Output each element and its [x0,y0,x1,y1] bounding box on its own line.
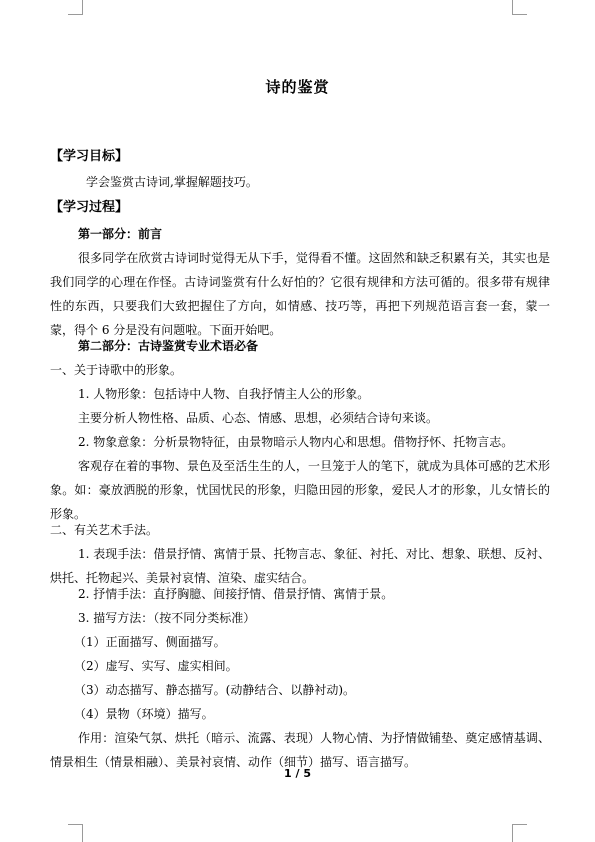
section-two-effect: 作用：渲染气氛、烘托（暗示、流露、表现）人物心情、为抒情做铺垫、奠定感情基调、情景相生（情景相融）、美景衬哀情、动作（细节）描写、语言描写。 [50,731,550,769]
section-two-sub-4: （4）景物（环境）描写。 [74,707,214,721]
goal-text: 学会鉴赏古诗词,掌握解题技巧。 [86,175,258,189]
page-number: 1 / 5 [284,767,311,780]
section-two-sub-1: （1）正面描写、侧面描写。 [74,635,226,649]
section-one-item-2: 2. 物象意象：分析景物特征，由景物暗示人物内心和思想。借物抒怀、托物言志。 [78,435,514,449]
section-heading-goals: 【学习目标】 [50,149,129,164]
section-two-item-2: 2. 抒情手法：直抒胸臆、间接抒情、借景抒情、寓情于景。 [78,587,394,601]
section-two-sub-3: （3）动态描写、静态描写。(动静结合、以静衬动)。 [74,683,356,697]
section-two-title: 二、有关艺术手法。 [50,523,159,537]
part1-paragraph: 很多同学在欣赏古诗词时觉得无从下手，觉得看不懂。这固然和缺乏积累有关，其实也是我们同学的心理在作怪。古诗词鉴赏有什么好怕的？它很有规律和方法可循的。很多带有规律性的东西，只要我们大致把握住了方向，如情感、技巧等，再把下列规范语言套一套，蒙一蒙，得个 6 分是没有问题啦。下面开始吧。 [50,251,550,337]
crop-mark-top-left [68,0,83,15]
section-one-item-1-note: 主要分析人物性格、品质、心态、情感、思想，必须结合诗句来谈。 [78,411,439,425]
crop-mark-bottom-right [512,824,527,842]
section-two-item-1: 1. 表现手法：借景抒情、寓情于景、托物言志、象征、衬托、对比、想象、联想、反衬、烘托、托物起兴、美景衬哀情、渲染、虚实结合。 [50,547,550,585]
section-one-item-2-note: 客观存在着的事物、景色及至活生生的人，一旦笼于人的笔下，就成为具体可感的艺术形象。如：豪放洒脱的形象，忧国忧民的形象，归隐田园的形象，爱民人才的形象，儿女情长的形象。 [50,459,550,521]
crop-mark-top-right [512,0,527,15]
section-two-sub-2: （2）虚写、实写、虚实相间。 [74,659,238,673]
section-one-item-1: 1. 人物形象：包括诗中人物、自我抒情主人公的形象。 [78,387,370,401]
crop-mark-bottom-left [68,824,83,842]
part1-heading: 第一部分：前言 [78,227,163,241]
part2-heading: 第二部分：古诗鉴赏专业术语必备 [78,339,259,353]
page-title: 诗的鉴赏 [265,78,330,96]
section-one-title: 一、关于诗歌中的形象。 [50,363,183,377]
section-two-item-3: 3. 描写方法：（按不同分类标准） [78,611,256,625]
section-heading-process: 【学习过程】 [50,200,129,215]
